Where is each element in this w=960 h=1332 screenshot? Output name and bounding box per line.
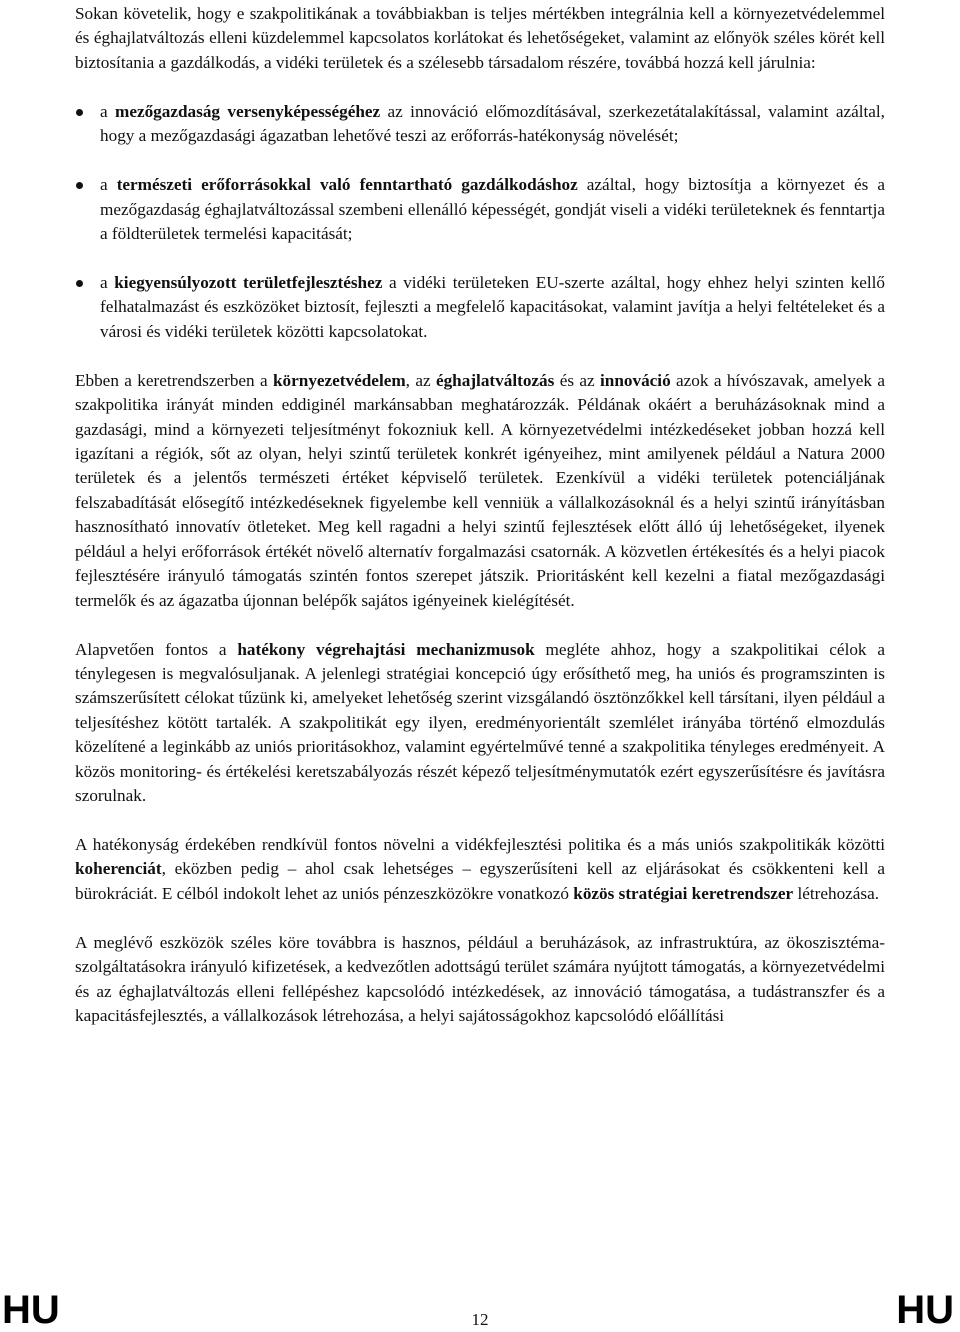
- document-body: [75, 2, 885, 1053]
- paragraph-coherence: A hatékonyság érdekében rendkívül fontos növelni a vidékfejlesztési politika és a más uniós szakpolitikák közötti koherenciát, eközben pedig – ahol csak lehetséges – egyszerűsíteni kell az eljárásokat és csökkenteni kell a bürokráciát. E célból indokolt lehet az uniós pénzeszközökre vonatkozó közös stratégiai keretrendszer létrehozása.: [75, 834, 885, 903]
- bold-term: mezőgazdaság versenyképességéhez: [115, 101, 381, 121]
- bold-term: természeti erőforrásokkal való fenntartható gazdálkodáshoz: [116, 175, 578, 195]
- page-number: 12: [471, 1310, 489, 1329]
- bold-term: hatékony végrehajtási mechanizmusok: [237, 639, 535, 659]
- bullet-dot-icon: [76, 182, 83, 189]
- bold-term: koherenciát: [75, 859, 162, 879]
- bullet-item-territorial-development: a kiegyensúlyozott területfejlesztéshez a vidéki területeken EU-szerte azáltal, hogy ehhez helyi szinten kellő felhatalmazást és eszközöket biztosít, fejleszti a megfelelő kapacitásokat, valamint javítja a helyi feltételeket és a városi és vidéki területek közötti kapcsolatokat.: [75, 271, 885, 344]
- bold-term: innováció: [600, 370, 671, 390]
- paragraph-framework: Ebben a keretrendszerben a környezetvédelem, az éghajlatváltozás és az innováció azok a hívószavak, amelyek a szakpolitika irányát minden eddiginél markánsabban meghatározzák. Példának okáért a beruházásoknak mind a gazdasági, mind a környezeti teljesítményt fokozniuk kell. A környezetvédelmi intézkedéseket jobban hozzá kell igazítani a régiók, sőt az olyan, helyi szintű területek konkrét igényeihez, mint amilyenek például a Natura 2000 területek és a jelentős természeti értéket képviselő területek. Ezenkívül a vidéki területek potenciáljának felszabadítását elősegítő intézkedéseknek figyelembe kell venniük a vállalkozásoknál és a helyi szintű irányításban hasznosítható innovatív ötleteket. Meg kell ragadni a helyi szintű fejlesztések előtt álló új lehetőségeket, ilyenek például a helyi erőforrások értékét növelő alternatív forgalmazási csatornák. A közvetlen értékesítés és a helyi piacok fejlesztésére irányuló támogatás szintén fontos szerepet játszik. Prioritásként kell kezelni a fiatal mezőgazdasági termelők és az ágazatba újonnan belépők sajátos igényeinek kielégítését.: [75, 370, 885, 610]
- bullet-item-natural-resources: a természeti erőforrásokkal való fenntartható gazdálkodáshoz azáltal, hogy biztosítja a környezet és a mezőgazdaság éghajlatváltozással szembeni ellenálló képességét, gondját viseli a vidéki területeknek és fenntartja a földterületek termelési kapacitását;: [75, 173, 885, 246]
- bullet-list: [75, 100, 885, 344]
- bold-term: környezetvédelem: [272, 370, 406, 390]
- bold-term: közös stratégiai keretrendszer: [573, 883, 794, 903]
- bold-term: kiegyensúlyozott területfejlesztéshez: [114, 273, 383, 293]
- bold-term: éghajlatváltozás: [435, 370, 555, 390]
- bullet-dot-icon: [76, 109, 83, 116]
- bullet-dot-icon: [76, 280, 83, 287]
- paragraph-mechanisms: Alapvetően fontos a hatékony végrehajtási mechanizmusok megléte ahhoz, hogy a szakpolitikai célok a ténylegesen is megvalósuljanak. A jelenlegi stratégiai koncepció úgy erősíthető meg, ha uniós és programszinten is számszerűsített célokat tűzünk ki, amelyeket lehetőség szerint vizsgálandó ösztönzőkkel kell társítani, ilyen például a teljesítéshez kötött tartalék. A szakpolitikát egy ilyen, eredményorientált szemlélet irányába történő elmozdulás közelítené a leginkább az uniós prioritásokhoz, valamint egyértelművé tenné a szakpolitika tényleges eredményeit. A közös monitoring- és értékelési keretszabályozás részét képező teljesítménymutatók ezért egyszerűsítésre és javításra szorulnak.: [75, 639, 885, 805]
- footer-language-left: HU: [2, 1288, 60, 1332]
- footer-language-right: HU: [896, 1288, 954, 1332]
- paragraph-instruments: A meglévő eszközök széles köre továbbra is hasznos, például a beruházások, az infrastruktúra, az ökoszisztéma-szolgáltatásokra irányuló kifizetések, a kedvezőtlen adottságú terület számára nyújtott támogatás, a környezetvédelmi és az éghajlatváltozás elleni fellépéshez kapcsolódó intézkedések, az innováció támogatása, a tudástranszfer és a kapacitásfejlesztés, a vállalkozások létrehozása, a helyi sajátosságokhoz kapcsolódó előállítási: [75, 932, 885, 1025]
- paragraph-intro: [75, 2, 885, 75]
- paragraph-text: Sokan követelik, hogy e szakpolitikának a továbbiakban is teljes mértékben integrálnia kell a környezetvédelemmel és éghajlatváltozás elleni küzdelemmel kapcsolatos korlátokat és lehetőségeket, valamint az előnyök széles körét kell biztosítania a gazdálkodás, a vidéki területek és a szélesebb társadalom részére, továbbá hozzá kell járulnia:: [75, 4, 885, 72]
- bullet-item-competitiveness: a mezőgazdaság versenyképességéhez az innováció előmozdításával, szerkezetátalakítással, valamint azáltal, hogy a mezőgazdasági ágazatban lehetővé teszi az erőforrás-hatékonyság növelését;: [75, 100, 885, 149]
